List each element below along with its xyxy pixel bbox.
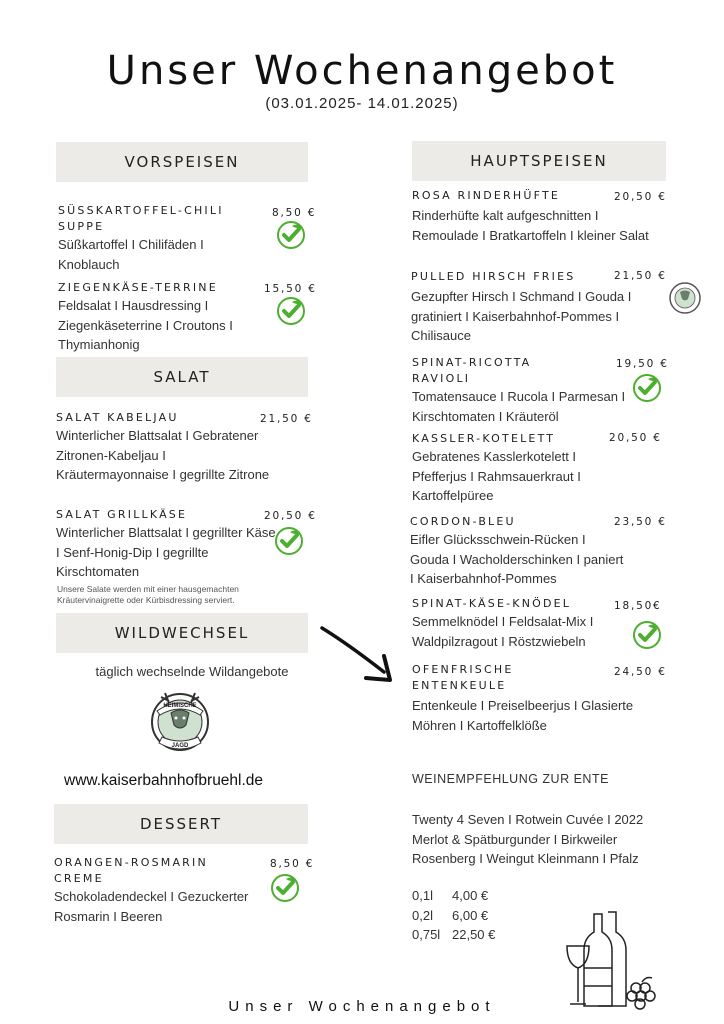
menu-item (56, 507, 278, 582)
item-price: 20,50 € (264, 510, 317, 522)
vegetarian-check-icon (632, 373, 662, 403)
wine-size: 0,75l (412, 927, 441, 942)
wine-prices (412, 886, 512, 945)
menu-item (410, 514, 625, 589)
vegetarian-check-icon (270, 873, 300, 903)
wine-description: Twenty 4 Seven I Rotwein Cuvée I 2022 Merlot & Spätburgunder I Birkweiler Rosenberg I Weingut Kleinmann I Pfalz (412, 812, 644, 866)
date-range: (03.01.2025- 14.01.2025) (265, 95, 459, 112)
item-name: ROSA RINDERHÜFTE (412, 189, 561, 202)
item-description: Winterlicher Blattsalat I Gebratener Zitronen-Kabeljau I Kräutermayonnaise I gegrillte Zitrone (56, 428, 270, 482)
wine-size: 0,1l (412, 888, 433, 903)
item-price: 8,50 € (272, 207, 317, 219)
footer-title: Unser Wochenangebot (228, 998, 496, 1015)
item-name: ORANGEN-ROSMARIN CREME (54, 856, 208, 885)
vegetarian-check-icon (274, 526, 304, 556)
item-description: Gebratenes Kasslerkotelett I Pfefferjus I Rahmsauerkraut I Kartoffelpüree (412, 449, 581, 503)
item-description: Rinderhüfte kalt aufgeschnitten I Remoulade I Bratkartoffeln I kleiner Salat (412, 208, 649, 243)
item-description: Schokoladendeckel I Gezuckerter Rosmarin I Beeren (54, 889, 249, 924)
item-description: Eifler Glücksschwein-Rücken I Gouda I Wacholderschinken I paniert I Kaiserbahnhof-Pommes (410, 532, 624, 586)
item-name: SALAT GRILLKÄSE (56, 508, 188, 521)
item-price: 20,50 € (614, 191, 667, 203)
wine-bottles-icon (564, 910, 664, 1010)
item-name: ZIEGENKÄSE-TERRINE (58, 281, 218, 294)
badge-top-text: HEIMISCHE (163, 703, 197, 709)
item-name: CORDON-BLEU (410, 515, 516, 528)
wine-heading: WEINEMPFEHLUNG ZUR ENTE (412, 772, 609, 786)
menu-item (412, 596, 627, 651)
item-price: 24,50 € (614, 666, 667, 678)
item-price: 15,50 € (264, 283, 317, 295)
item-name: SPINAT-KÄSE-KNÖDEL (412, 597, 572, 610)
wine-price: 22,50 € (452, 927, 496, 942)
wine-price-row (412, 886, 512, 906)
menu-item (412, 431, 622, 506)
item-name: SPINAT-RICOTTA RAVIOLI (412, 356, 532, 385)
item-description: Winterlicher Blattsalat I gegrillter Käse I Senf-Honig-Dip I gegrillte Kirschtomaten (56, 525, 276, 579)
item-price: 8,50 € (270, 858, 315, 870)
item-description: Feldsalat I Hausdressing I Ziegenkäseterrine I Croutons I Thymianhonig (58, 298, 233, 352)
wine-price: 4,00 € (452, 888, 489, 903)
item-price: 20,50 € (609, 432, 662, 444)
section-heading-vorspeisen: VORSPEISEN (56, 142, 308, 182)
item-description: Tomatensauce I Rucola I Parmesan I Kirschtomaten I Kräuteröl (412, 389, 626, 424)
item-name: PULLED HIRSCH FRIES (411, 270, 576, 283)
item-name: SALAT KABELJAU (56, 411, 179, 424)
wine-price-row (412, 925, 512, 945)
item-description: Gezupfter Hirsch I Schmand I Gouda I gratiniert I Kaiserbahnhof-Pommes I Chilisauce (411, 289, 632, 343)
salad-note: Unsere Salate werden mit einer hausgemachten Kräutervinaigrette oder Kürbisdressing serviert. (57, 584, 239, 605)
item-price: 18,50€ (614, 600, 662, 612)
item-description: Entenkeule I Preiselbeerjus I Glasierte Möhren I Kartoffelklöße (412, 698, 634, 733)
wine-price-row (412, 906, 512, 926)
menu-item (54, 855, 269, 926)
page-title: Unser Wochenangebot (106, 48, 618, 94)
badge-bottom-text: JAGD (171, 743, 189, 749)
item-name: OFENFRISCHE ENTENKEULE (412, 663, 514, 692)
arrow-icon (318, 622, 398, 688)
item-name: SÜSSKARTOFFEL-CHILI SUPPE (58, 204, 224, 233)
deer-badge-icon (147, 685, 213, 755)
item-description: Süßkartoffel I Chilifäden I Knoblauch (58, 237, 204, 272)
vegetarian-check-icon (276, 296, 306, 326)
item-price: 19,50 € (616, 358, 669, 370)
menu-item (56, 410, 271, 485)
section-heading-salat: SALAT (56, 357, 308, 397)
item-description: Semmelknödel I Feldsalat-Mix I Waldpilzragout I Röstzwiebeln (412, 614, 594, 649)
wild-text: täglich wechselnde Wildangebote (95, 664, 289, 679)
menu-item (58, 280, 273, 355)
vegetarian-check-icon (632, 620, 662, 650)
item-price: 23,50 € (614, 516, 667, 528)
section-heading-hauptspeisen: HAUPTSPEISEN (412, 141, 666, 181)
deer-badge-icon (668, 281, 702, 315)
item-name: KASSLER-KOTELETT (412, 432, 556, 445)
vegetarian-check-icon (276, 220, 306, 250)
section-heading-dessert: DESSERT (54, 804, 308, 844)
website-link[interactable]: www.kaiserbahnhofbruehl.de (64, 772, 264, 789)
section-heading-wildwechsel: WILDWECHSEL (56, 613, 308, 653)
item-price: 21,50 € (614, 270, 667, 282)
wine-size: 0,2l (412, 907, 433, 923)
wine-price: 6,00 € (452, 907, 489, 923)
item-price: 21,50 € (260, 413, 313, 425)
